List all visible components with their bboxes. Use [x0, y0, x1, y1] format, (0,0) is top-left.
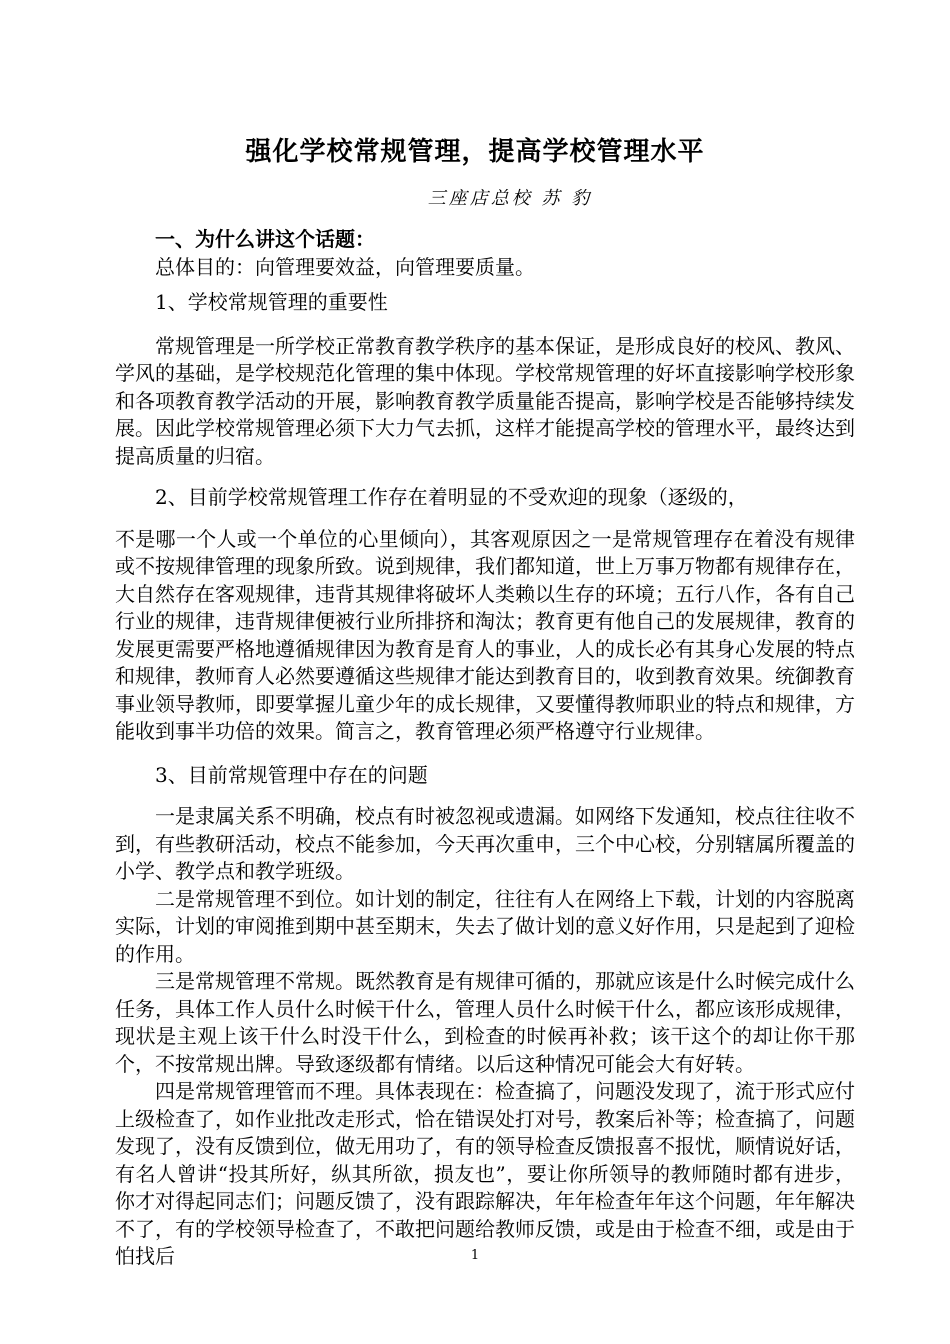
body-paragraph: 常规管理是一所学校正常教育教学秩序的基本保证，是形成良好的校风、教风、学风的基础，是学校规范化管理的集中体现。学校常规管理的好坏直接影响学校形象和各项教育教学活动的开展，影响教育教学质量能否提高，影响学校是否能够持续发展。因此学校常规管理必须下大力气去抓，这样才能提高学校的管理水平，最终达到提高质量的归宿。 [115, 333, 855, 468]
document-body [115, 226, 855, 1271]
body-paragraph: 总体目的：向管理要效益，向管理要质量。 [155, 254, 535, 279]
body-paragraph: 四是常规管理管而不理。具体表现在：检查搞了，问题没发现了，流于形式应付上级检查了，如作业批改走形式，恰在错误处打对号，教案后补等；检查搞了，问题发现了，没有反馈到位，做无用功了，有的领导检查反馈报喜不报忧，顺情说好话，有名人曾讲“投其所好，纵其所欲，损友也”，要让你所领导的教师随时都有进步，你才对得起同志们；问题反馈了，没有跟踪解决，年年检查年年这个问题，年年解决不了，有的学校领导检查了，不敢把问题给教师反馈，或是由于检查不细，或是由于怕找后 [115, 1079, 855, 1268]
document-author: 三座店总校 苏 豹 [427, 188, 593, 209]
body-paragraph: 二是常规管理不到位。如计划的制定，往往有人在网络上下载，计划的内容脱离实际，计划的审阅推到期中甚至期末，失去了做计划的意义好作用，只是起到了迎检的作用。 [115, 886, 855, 966]
subsection-heading: 1、学校常规管理的重要性 [155, 290, 388, 314]
body-paragraph: 不是哪一个人或一个单位的心里倾向），其客观原因之一是常规管理存在着没有规律或不按规律管理的现象所致。说到规律，我们都知道，世上万事万物都有规律存在，大自然存在客观规律，违背其规律将破坏人类赖以生存的环境；五行八作，各有自己行业的规律，违背规律便被行业所排挤和淘汰；教育更有他自己的发展规律，教育的发展更需要严格地遵循规律因为教育是育人的事业，人的成长必有其身心发展的特点和规律，教师育人必然要遵循这些规律才能达到教育目的，收到教育效果。统御教育事业领导教师，即要掌握儿童少年的成长规律，又要懂得教师职业的特点和规律，方能收到事半功倍的效果。简言之，教育管理必须严格遵守行业规律。 [115, 526, 855, 743]
body-paragraph: 三是常规管理不常规。既然教育是有规律可循的，那就应该是什么时候完成什么任务，具体工作人员什么时候干什么，管理人员什么时候干什么，都应该形成规律，现状是主观上该干什么时没干什么，到检查的时候再补救；该干这个的却让你干那个，不按常规出牌。导致逐级都有情绪。以后这种情况可能会大有好转。 [115, 969, 855, 1076]
body-paragraph: 一是隶属关系不明确，校点有时被忽视或遗漏。如网络下发通知，校点往往收不到，有些教研活动，校点不能参加，今天再次重申，三个中心校，分别辖属所覆盖的小学、教学点和教学班级。 [115, 804, 855, 883]
subsection-heading: 3、目前常规管理中存在的问题 [155, 762, 428, 787]
document-title: 强化学校常规管理，提高学校管理水平 [245, 137, 705, 167]
section-heading: 一、为什么讲这个话题： [155, 227, 375, 251]
subsection-heading: 2、目前学校常规管理工作存在着明显的不受欢迎的现象（逐级的， [155, 485, 748, 509]
page-number: 1 [470, 1248, 480, 1263]
